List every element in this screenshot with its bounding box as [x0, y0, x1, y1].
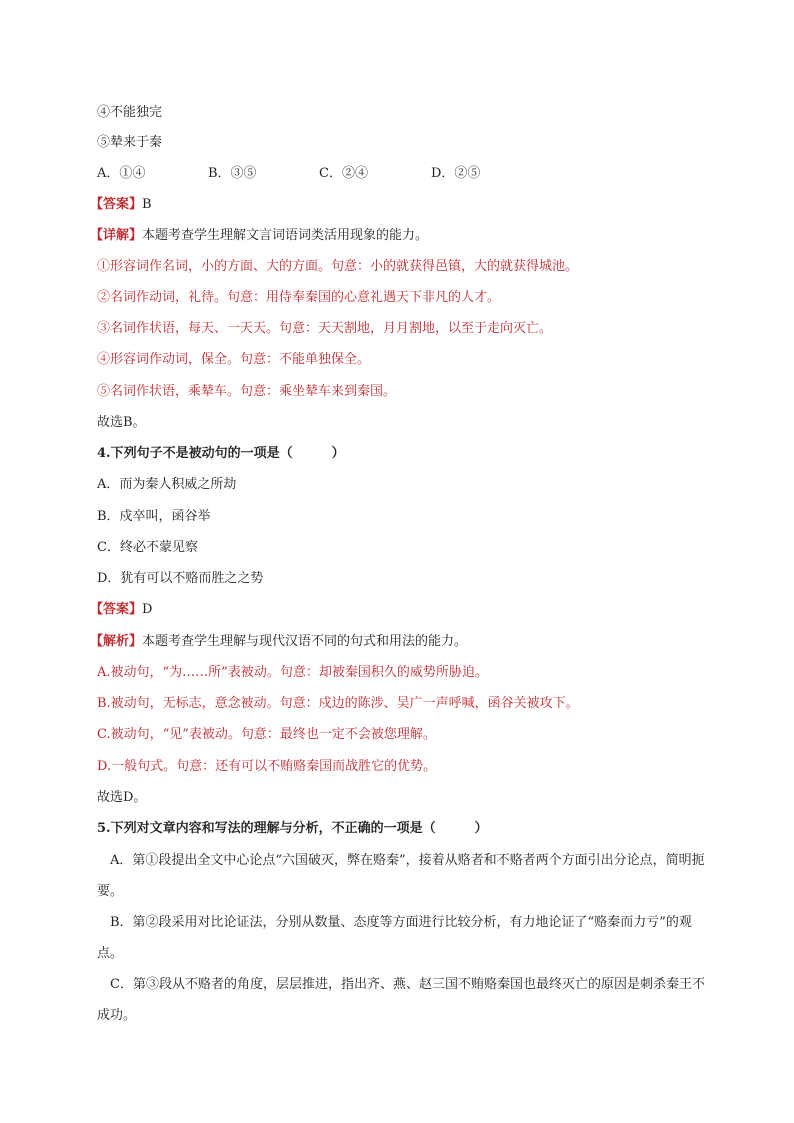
q4-option-b: B．戍卒叫，函谷举 — [97, 509, 211, 524]
q3-explanation-2: ②名词作动词，礼待。句意：用侍奉秦国的心意礼遇天下非凡的人才。 — [97, 290, 501, 305]
analysis-tag: 【解析】 — [90, 634, 143, 649]
q3-explanation-3: ③名词作状语，每天、一天天。句意：天天割地，月月割地，以至于走向灭亡。 — [97, 321, 553, 336]
answer-tag: 【答案】 — [90, 602, 143, 617]
q4-option-d: D．犹有可以不赂而胜之之势 — [97, 571, 264, 586]
q4-explanation-c: C.被动句，“见”表被动。句意：最终也一定不会被您理解。 — [97, 727, 436, 742]
q4-answer — [90, 601, 152, 619]
answer-value: D — [142, 602, 153, 617]
q4-analysis — [90, 633, 467, 651]
detail-tag: 【详解】 — [90, 228, 143, 243]
analysis-text: 本题考查学生理解与现代汉语不同的句式和用法的能力。 — [142, 634, 468, 649]
detail-text: 本题考查学生理解文言词语词类活用现象的能力。 — [142, 228, 429, 243]
q3-explanation-5: ⑤名词作状语，乘辇车。句意：乘坐辇车来到秦国。 — [97, 384, 397, 399]
q3-detail — [90, 227, 428, 245]
q4-option-a: A．而为秦人积威之所劫 — [97, 477, 237, 492]
q3-option-b: B．③⑤ — [208, 166, 257, 181]
q3-option-c: C．②④ — [319, 166, 368, 181]
q4-explanation-a: A.被动句，“为……所”表被动。句意：却被秦国积久的威势所胁迫。 — [97, 665, 488, 680]
q5-option-c: C．第③段从不赂者的角度，层层推进，指出齐、燕、赵三国不贿赂秦国也最终灭亡的原因是刺杀秦王不成功。 — [97, 977, 705, 1023]
q4-question: 4.下列句子不是被动句的一项是（ ） — [97, 446, 345, 461]
answer-value: B — [142, 197, 152, 212]
q3-item-4: ④不能独完 — [97, 105, 163, 120]
q5-option-b: B．第②段采用对比论证法，分别从数量、态度等方面进行比较分析，有力地论证了“赂秦而力亏”的观点。 — [97, 915, 692, 961]
q4-explanation-d: D.一般句式。句意：还有可以不贿赂秦国而战胜它的优势。 — [97, 759, 437, 774]
q4-explanation-b: B.被动句，无标志，意念被动。句意：戍边的陈涉、吴广一声呼喊，函谷关被攻下。 — [97, 696, 579, 711]
q4-option-c: C．终必不蒙见察 — [97, 540, 198, 555]
q3-explanation-4: ④形容词作动词，保全。句意：不能单独保全。 — [97, 352, 371, 367]
q5-option-a: A．第①段提出全文中心论点“六国破灭，弊在赂秦”，接着从赂者和不赂者两个方面引出分论点，简明扼要。 — [97, 853, 705, 899]
q3-explanation-1: ①形容词作名词，小的方面、大的方面。句意：小的就获得邑镇，大的就获得城池。 — [97, 259, 579, 274]
q3-item-5: ⑤辇来于秦 — [97, 135, 163, 150]
q4-conclusion: 故选D。 — [97, 790, 147, 805]
answer-tag: 【答案】 — [90, 197, 143, 212]
q3-conclusion: 故选B。 — [97, 415, 146, 430]
q3-option-a: A．①④ — [97, 166, 146, 181]
q5-question: 5.下列对文章内容和写法的理解与分析，不正确的一项是（ ） — [97, 821, 488, 836]
q3-option-d: D．②⑤ — [431, 166, 481, 181]
q3-answer — [90, 196, 152, 214]
